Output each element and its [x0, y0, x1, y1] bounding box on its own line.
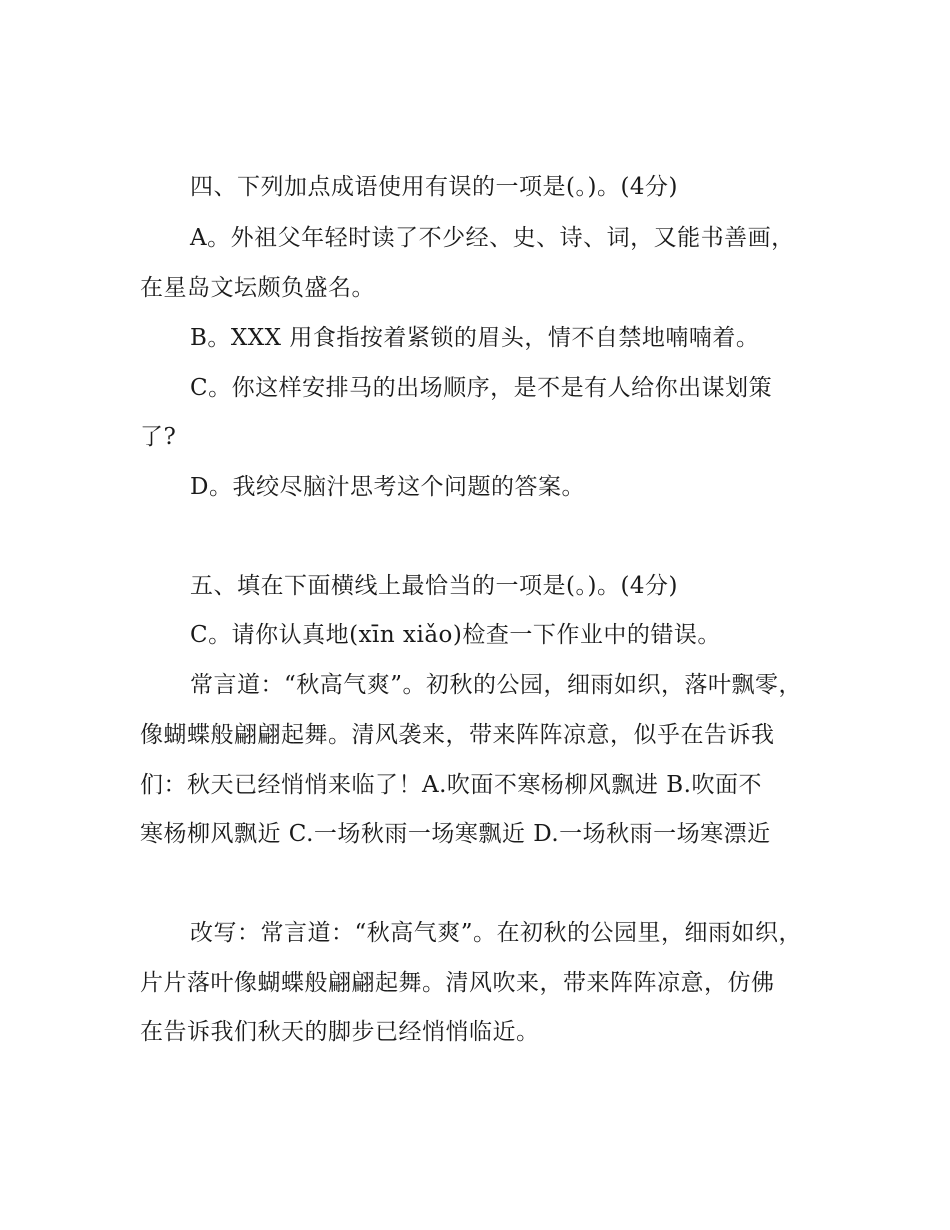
question-5-passage-continued: 像蝴蝶般翩翩起舞。清风袭来，带来阵阵凉意，似乎在告诉我 — [140, 722, 775, 748]
question-5-passage-options: 们：秋天已经悄悄来临了！A.吹面不寒杨柳风飘进 B.吹面不 — [140, 772, 762, 798]
question-5-heading: 五、填在下面横线上最恰当的一项是(。)。(4分) — [190, 573, 679, 599]
rewrite-paragraph-end: 在告诉我们秋天的脚步已经悄悄临近。 — [140, 1019, 540, 1045]
rewrite-paragraph: 改写：常言道：“秋高气爽”。在初秋的公园里，细雨如织， — [190, 920, 803, 946]
question-5-passage-options-continued: 寒杨柳风飘近 C.一场秋雨一场寒飘近 D.一场秋雨一场寒漂近 — [140, 821, 771, 847]
question-4-option-d: D。我绞尽脑汁思考这个问题的答案。 — [190, 474, 585, 500]
question-5-passage: 常言道：“秋高气爽”。初秋的公园，细雨如织，落叶飘零， — [190, 672, 803, 698]
question-4-option-b: B。XXX 用食指按着紧锁的眉头，情不自禁地喃喃着。 — [190, 325, 760, 351]
rewrite-paragraph-continued: 片片落叶像蝴蝶般翩翩起舞。清风吹来，带来阵阵凉意，仿佛 — [140, 970, 775, 996]
question-5-option-c: C。请你认真地(xīn xiǎo)检查一下作业中的错误。 — [190, 622, 721, 648]
question-4-heading: 四、下列加点成语使用有误的一项是(。)。(4分) — [190, 174, 679, 200]
question-4-option-c: C。你这样安排马的出场顺序，是不是有人给你出谋划策 — [190, 375, 773, 401]
question-4-option-a: A。外祖父年轻时读了不少经、史、诗、词，又能书善画， — [190, 225, 795, 251]
question-4-option-c-continued: 了? — [140, 424, 177, 450]
question-4-option-a-continued: 在星岛文坛颇负盛名。 — [140, 275, 375, 301]
